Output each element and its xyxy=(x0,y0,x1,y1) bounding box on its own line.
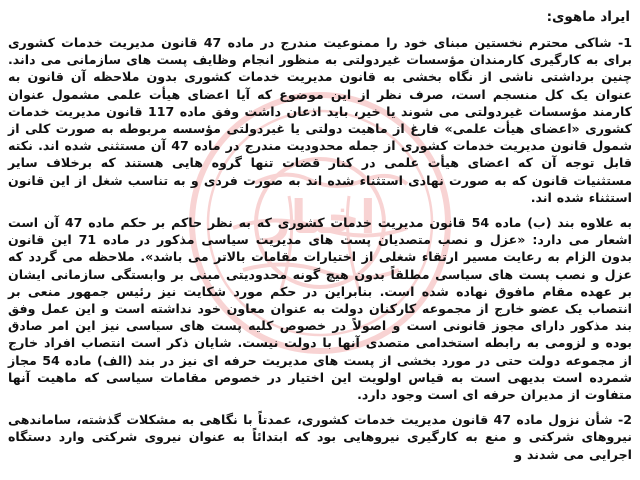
paragraph-3: 2- شأن نزول ماده 47 قانون مدیریت خدمات کشوری، عمدتاً با نگاهی به مشکلات گذشته، ساماندهی نیروهای شرکتی و منع به کارگیری نیروهایی بود که ابتدائاً به عنوان نیروی شرکتی وارد دستگاه اجرایی می شدند و xyxy=(8,412,632,462)
paragraph-1: 1- شاکی محترم نخستین مبنای خود را ممنوعیت مندرج در ماده 47 قانون مدیریت خدمات کشوری برای به کارگیری کارمندان مؤسسات غیردولتی به منظور انجام وظایف پست های سازمانی می داند. چنین برداشتی ناشی از نگاه بخشی به قانون مدیریت خدمات کشوری بدون ملاحظه آن قانون به عنوان یک کل منسجم است، صرف نظر از این موضوع که آیا اعضای هیأت علمی مشمول عنوان کارمند مؤسسات غیردولتی می شوند یا خیر، باید اذعان داشت وفق ماده 117 قانون مدیریت خدمات کشوری «اعضای هیأت علمی» فارغ از ماهیت دولتی یا غیردولتی مؤسسه مربوطه به صورت کلی از شمول قانون مدیریت خدمات کشوری از جمله محدودیت مندرج در ماده 47 آن مستثنی شده اند. نکته قابل توجه آن که اعضای هیأت علمی در کنار قضات تنها گروه هایی هستند که برخلاف سایر مستثنیات قانون که به صورت نهادی استثناء شده اند به صورت فردی و به تناسب شغل از این قانون استثناء شده اند. xyxy=(8,35,633,205)
section-heading: ایراد ماهوی: xyxy=(546,9,630,25)
watermark-text: اخبار xyxy=(264,190,376,244)
paragraph-2: به علاوه بند (ب) ماده 54 قانون مدیریت خدمات کشوری که به نظر حاکم بر حکم ماده 47 آن است اشعار می دارد: «عزل و نصب متصدیان پست های مدیریت سیاسی مذکور در ماده 71 این قانون بدون الزام به رعایت مسیر ارتقاء شغلی از اختیارات مقامات بالاتر می باشد». ملاحظه می گردد که عزل و نصب پست های سیاسی مطلقاً بدون هیچ گونه محدودیتی مبنی بر وابستگی سازمانی ایشان بر عهده مقام مافوق نهاده شده است. بنابراین در حکم مورد شکایت نیز رئیس جمهور منعی بر انتصاب یک عضو خارج از مجموعه کارکنان دولت به عنوان معاون خود نداشته است و این عمل وفق بند مذکور دارای مجوز قانونی است و اصولاً در خصوص کلیه پست های سیاسی نیز این امر صادق بوده و لزومی به رابطه استخدامی متصدی آنها با دولت نیست. شایان ذکر است انتصاب افراد خارج از مجموعه دولت حتی در مورد بخشی از پست های مدیریت حرفه ای نیز در بند (الف) ماده 54 مجاز شمرده است بدیهی است به قیاس اولویت این اختیار در خصوص مقامات سیاسی که ماهیت آنها متفاوت از مدیران حرفه ای است وجود دارد. xyxy=(8,215,633,403)
